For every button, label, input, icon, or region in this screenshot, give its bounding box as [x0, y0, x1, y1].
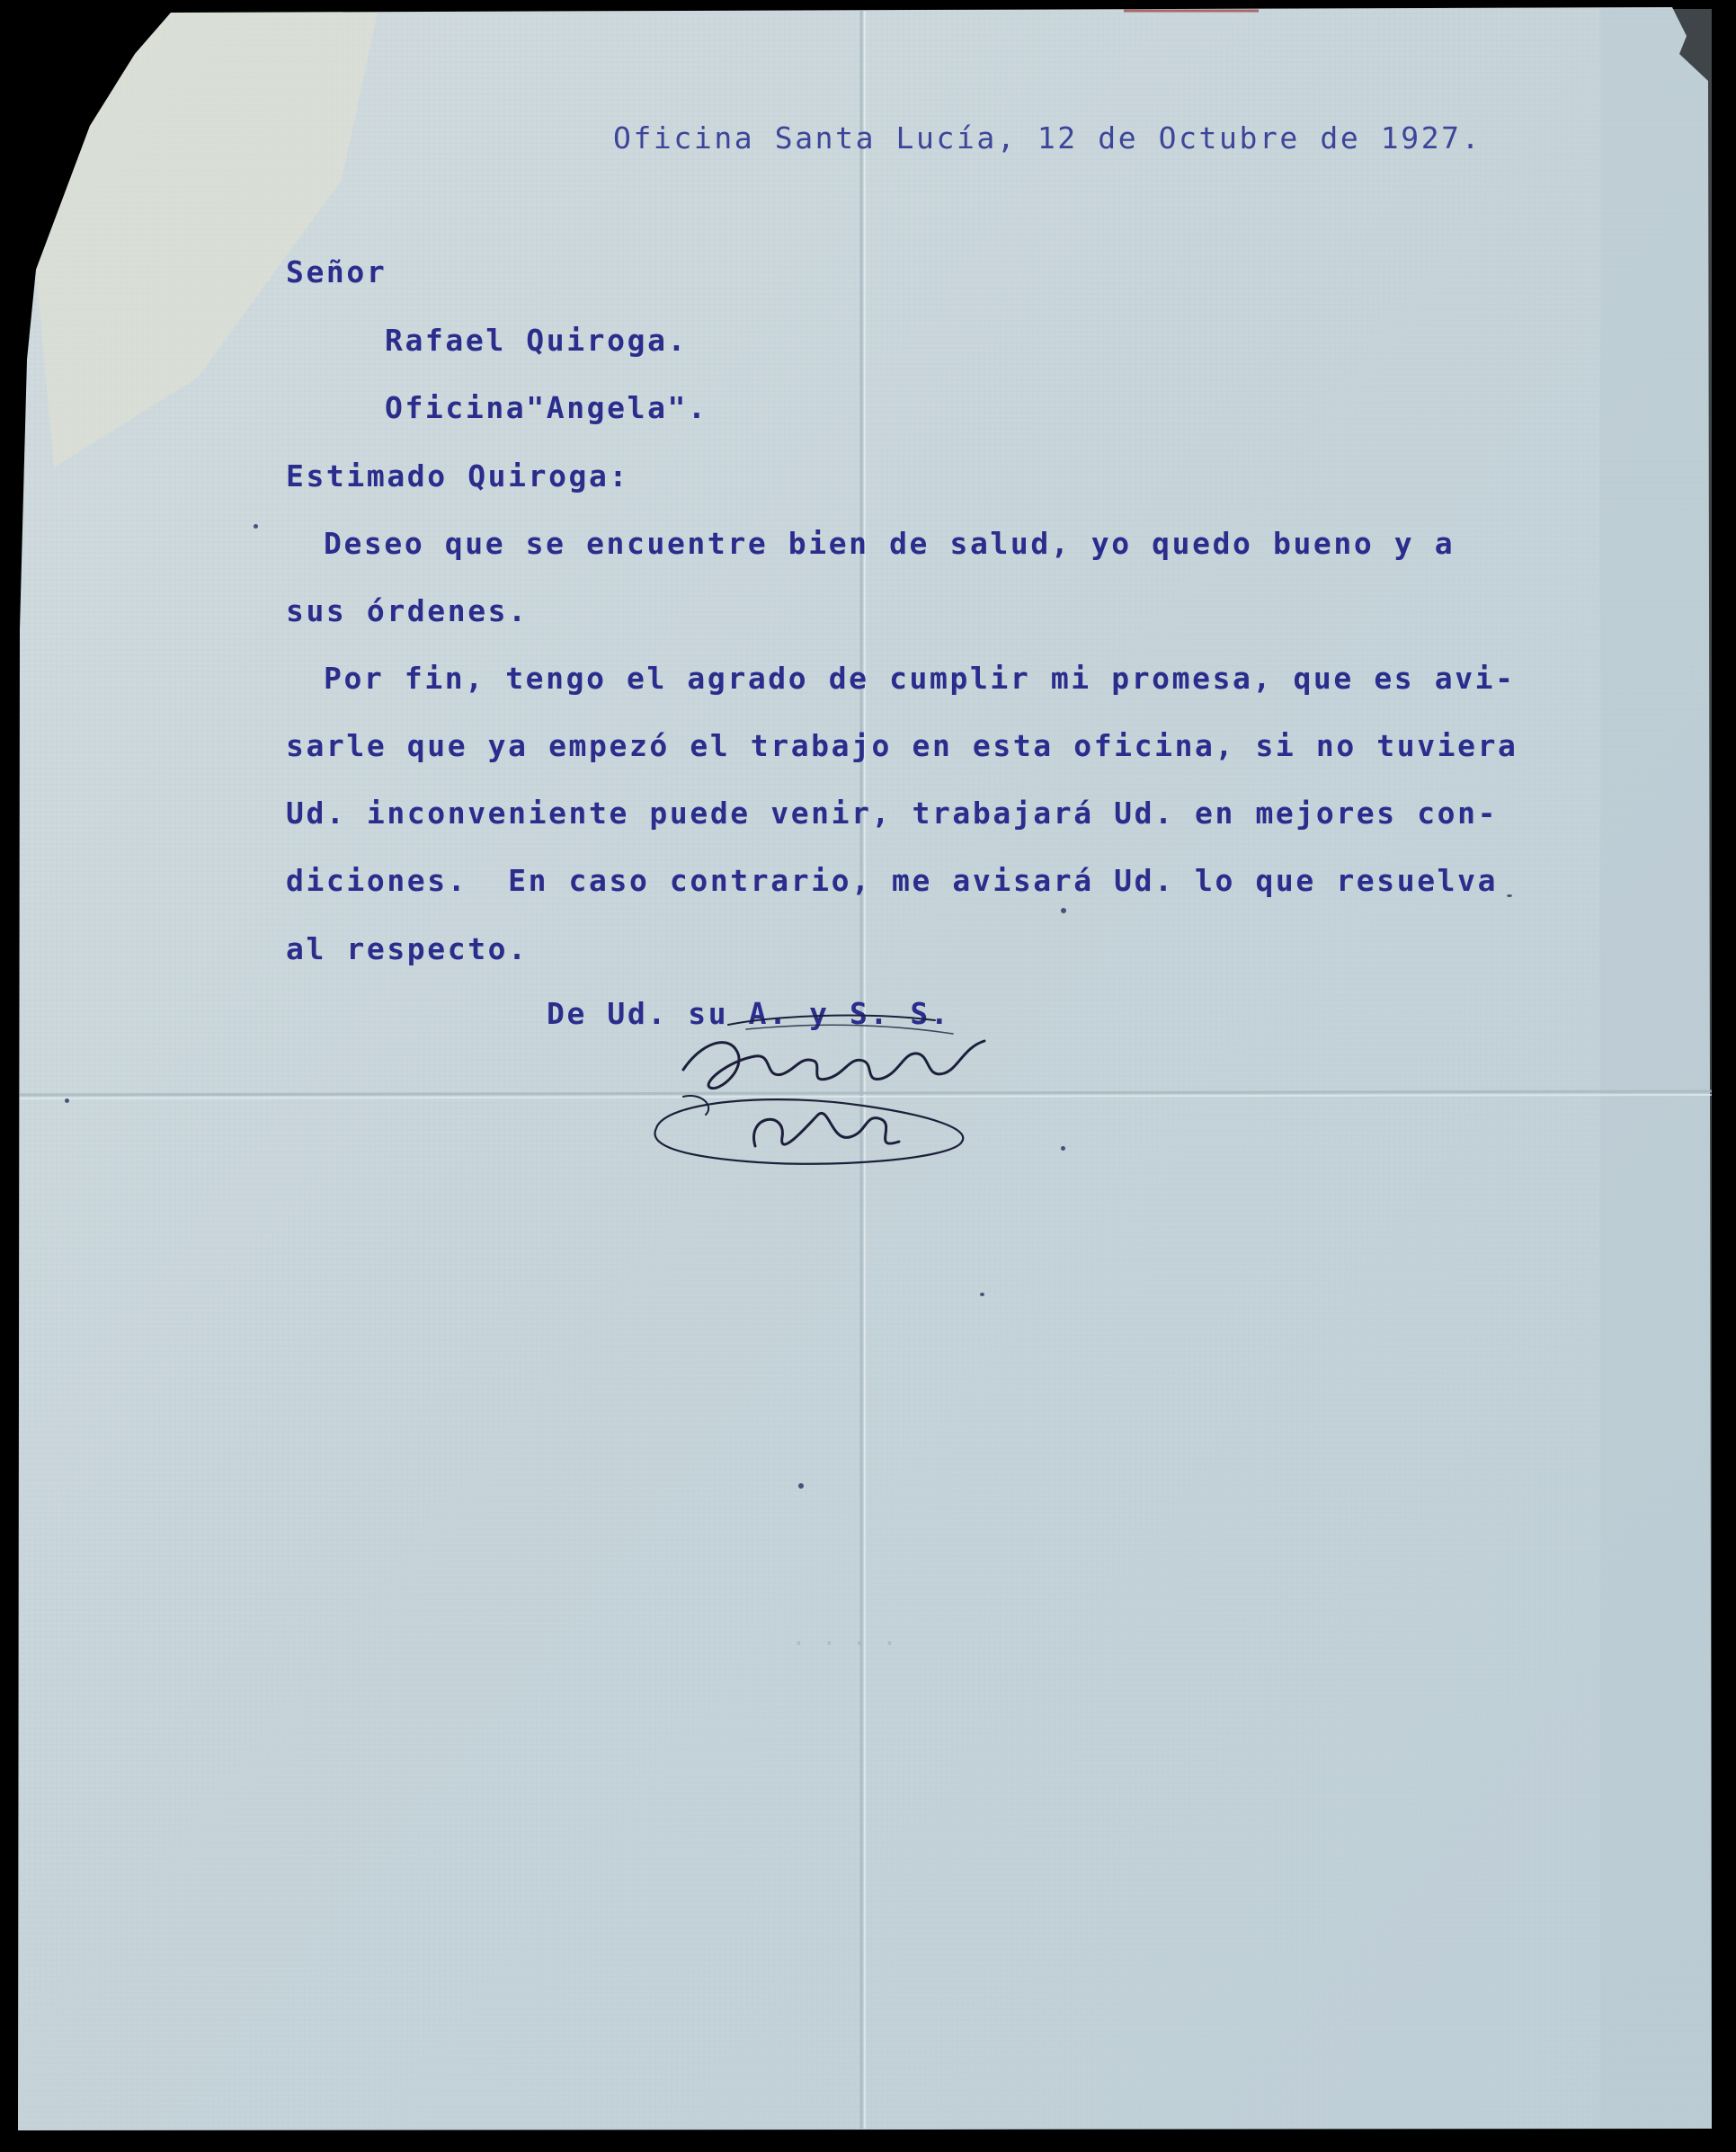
ink-speck — [980, 1293, 984, 1296]
ink-speck — [254, 524, 258, 529]
place-date: Oficina Santa Lucía, 12 de Octubre de 1927. — [613, 120, 1482, 156]
ink-speck — [1507, 894, 1512, 897]
paragraph-2-line-1: Por fin, tengo el agrado de cumplir mi promesa, que es avi- — [324, 661, 1516, 696]
paragraph-2-line-3: Ud. inconveniente puede venir, trabajará Ud. en mejores con- — [286, 796, 1499, 831]
paragraph-2-line-4: diciones. En caso contrario, me avisará Ud. lo que resuelva — [286, 863, 1499, 898]
recipient-office: Oficina"Angela". — [385, 390, 708, 425]
greeting: Estimado Quiroga: — [286, 458, 629, 494]
ink-speck — [65, 1098, 69, 1103]
ink-speck — [1061, 908, 1066, 913]
ink-speck — [1061, 1146, 1065, 1151]
handwritten-signature — [629, 1007, 1025, 1187]
recipient-name: Rafael Quiroga. — [385, 323, 689, 358]
paragraph-1-line-2: sus órdenes. — [286, 593, 529, 628]
svg-text:. . . .: . . . . — [791, 1622, 898, 1651]
salutation-title: Señor — [286, 254, 387, 289]
ink-speck — [798, 1483, 804, 1489]
paragraph-1-line-1: Deseo que se encuentre bien de salud, yo quedo bueno y a — [324, 526, 1456, 561]
paragraph-2-line-2: sarle que ya empezó el trabajo en esta oficina, si no tuviera — [286, 728, 1518, 763]
paragraph-2-line-5: al respecto. — [286, 931, 529, 966]
closing: De Ud. su A. y S. S. — [547, 996, 951, 1031]
